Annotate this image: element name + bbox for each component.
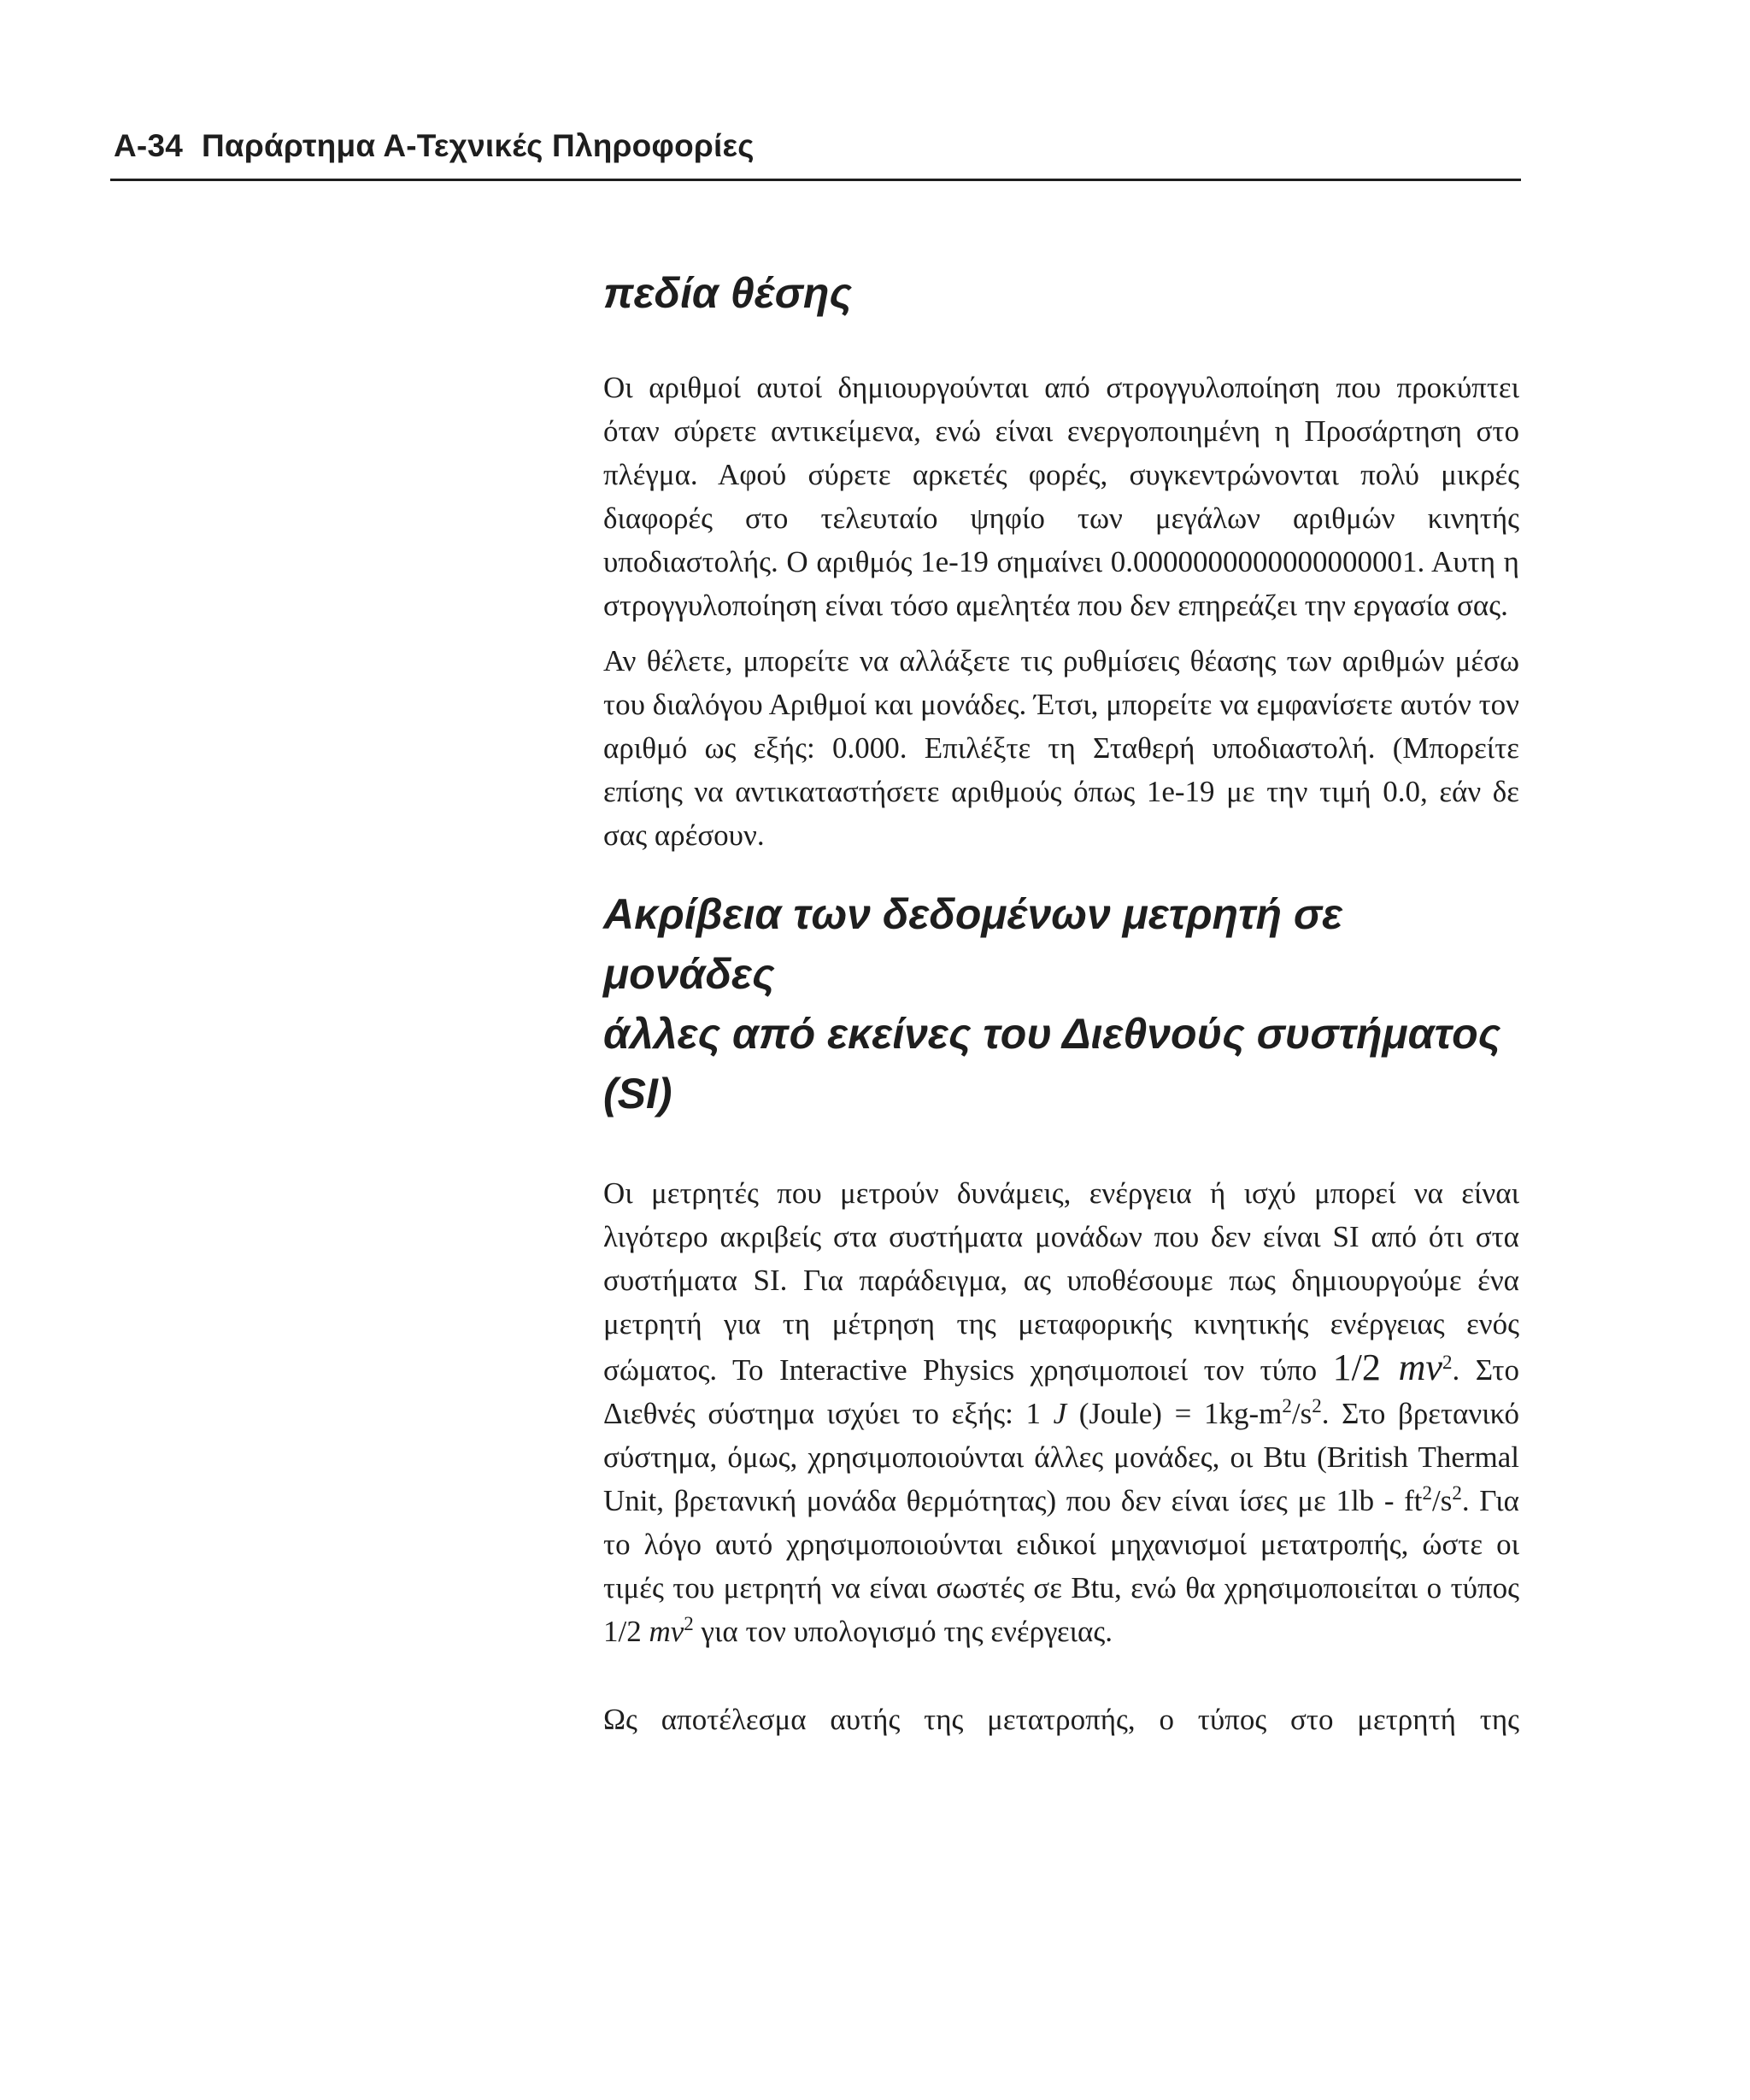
- text-run: . Για το λόγο αυτό χρησιμοποιούνται ειδικοί μηχανισμοί μετατροπής, ώστε οι τιμές του μετρητή να είναι σωστές σε Btu, ενώ θα χρησιμοποιείται ο τύπος 1/2: [603, 1484, 1519, 1648]
- paragraph-unit-accuracy: [603, 1171, 1519, 1653]
- header-rule: [110, 179, 1521, 181]
- page-number: A-34: [114, 128, 183, 163]
- text-run: /s: [1291, 1397, 1312, 1430]
- heading-line-2: άλλες από εκείνες του Διεθνούς συστήματος: [603, 1010, 1501, 1058]
- text-run: Οι μετρητές που μετρούν δυνάμεις, ενέργεια ή ισχύ μπορεί να είναι λιγότερο ακριβείς στα συστήματα μονάδων που δεν είναι SI από ότι στα συστήματα SI. Για παράδειγμα, ας υποθέσουμε πως δημιουργούμε ένα μετρητή για τη μέτρηση της μεταφορικής κινητικής ενέργειας ενός σώματος. Το Interactive Physics χρησιμοποιεί τον τύπο: [603, 1176, 1519, 1387]
- exponent: 2: [1282, 1395, 1292, 1417]
- exponent: 2: [1312, 1395, 1322, 1417]
- paragraph-rounding: Οι αριθμοί αυτοί δημιουργούνται από στρογγυλοποίηση που προκύπτει όταν σύρετε αντικείμενα, ενώ είναι ενεργοποιημένη η Προσάρτηση στο πλέγμα. Αφού σύρετε αρκετές φορές, συγκεντρώνονται πολύ μικρές διαφορές στο τελευταίο ψηφίο των μεγάλων αριθμών κινητής υποδιαστολής. Ο αριθμός 1e-19 σημαίνει 0.0000000000000000001. Αυτη η στρογγυλοποίηση είναι τόσο αμελητέα που δεν επηρεάζει την εργασία σας.: [603, 371, 1519, 622]
- heading-line-1: Ακρίβεια των δεδομένων μετρητή σε μονάδες: [603, 890, 1342, 998]
- heading-line-3: (SI): [603, 1070, 672, 1117]
- paragraph-display-settings: Αν θέλετε, μπορείτε να αλλάξετε τις ρυθμίσεις θέασης των αριθμών μέσω του διαλόγου Αριθμοί και μονάδες. Έτσι, μπορείτε να εμφανίσετε αυτόν τον αριθμό ως εξής: 0.000. Επιλέξτε τη Σταθερή υποδιαστολή. (Μπορείτε επίσης να αντικαταστήσετε αριθμούς όπως 1e-19 με την τιμή 0.0, εάν δε σας αρέσουν.: [603, 644, 1519, 852]
- paragraph-conversion-result: Ως αποτέλεσμα αυτής της μετατροπής, ο τύπος στο μετρητή της: [603, 1703, 1519, 1736]
- exponent: 2: [1452, 1482, 1462, 1504]
- text-run: . Στο βρετανικό σύστημα, όμως, χρησιμοποιούνται άλλες μονάδες, οι Btu (British Thermal Unit, βρετανική μονάδα θερμότητας) που δεν είναι ίσες με 1lb - ft: [603, 1397, 1519, 1517]
- text-run: /s: [1431, 1484, 1453, 1517]
- section-heading-accuracy: [603, 884, 1519, 1123]
- chapter-title: Παράρτημα Α-Τεχνικές Πληροφορίες: [202, 128, 755, 163]
- exponent: 2: [1422, 1482, 1432, 1504]
- formula-variable: mv: [649, 1615, 684, 1648]
- page-body: [603, 256, 1519, 1741]
- joule-symbol: J: [1053, 1397, 1067, 1430]
- text-run: (Joule) = 1kg-m: [1066, 1397, 1283, 1430]
- formula-exponent: 2: [1442, 1352, 1453, 1373]
- formula-variable: mv: [1398, 1346, 1442, 1388]
- text-run: . Στο Διεθνές σύστημα ισχύει το εξής: 1: [603, 1353, 1519, 1430]
- running-header: [114, 128, 755, 164]
- section-heading-position-fields: πεδία θέσης: [603, 269, 852, 317]
- formula-exponent: 2: [684, 1613, 694, 1634]
- text-run: για τον υπολογισμό της ενέργειας.: [693, 1615, 1113, 1648]
- formula-coefficient: 1/2: [1332, 1346, 1399, 1388]
